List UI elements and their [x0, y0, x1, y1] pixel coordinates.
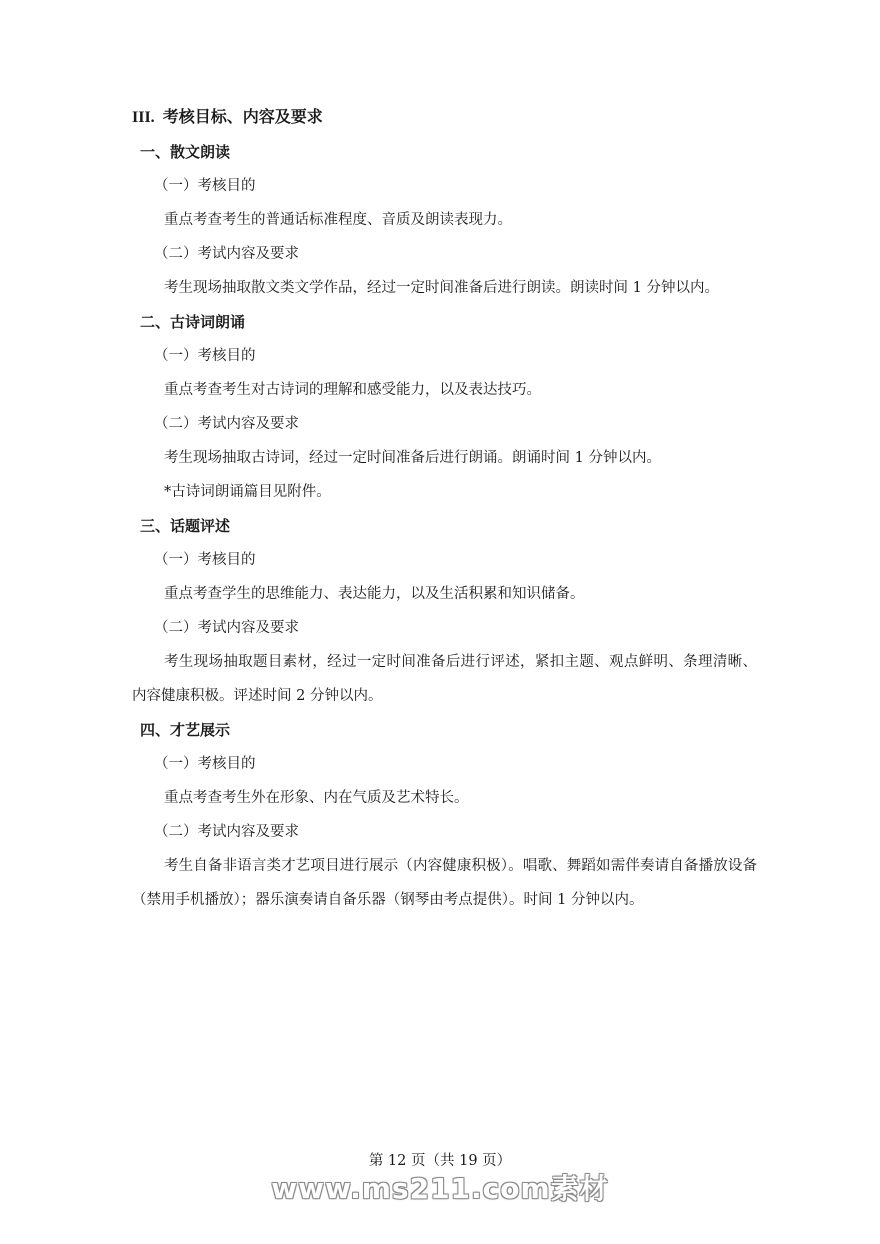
- sub-heading-goal: （一）考核目的: [154, 348, 256, 364]
- sub-heading-content: （二）考试内容及要求: [154, 416, 299, 432]
- goal-text: 重点考查考生对古诗词的理解和感受能力，以及表达技巧。: [164, 382, 541, 398]
- sub-heading-goal: （一）考核目的: [154, 552, 256, 568]
- main-heading-numeral: III.: [132, 109, 155, 126]
- sub-heading-content: （二）考试内容及要求: [154, 620, 299, 636]
- section-heading-prose-reading: 一、散文朗读: [140, 143, 231, 161]
- goal-text: 重点考查学生的思维能力、表达能力，以及生活积累和知识储备。: [164, 586, 585, 602]
- page-number-footer: 第 12 页（共 19 页）: [368, 1153, 512, 1169]
- section-heading-talent-show: 四、才艺展示: [140, 721, 231, 739]
- sub-heading-content: （二）考试内容及要求: [154, 824, 299, 840]
- goal-text: 重点考查考生外在形象、内在气质及艺术特长。: [164, 790, 469, 806]
- goal-text: 重点考查考生的普通话标准程度、音质及朗读表现力。: [164, 212, 512, 228]
- document-content: [132, 106, 757, 923]
- content-text: 考生现场抽取散文类文学作品，经过一定时间准备后进行朗读。朗读时间 1 分钟以内。: [164, 280, 719, 296]
- sub-heading-content: （二）考试内容及要求: [154, 246, 299, 262]
- main-heading: [132, 106, 757, 129]
- sub-heading-goal: （一）考核目的: [154, 756, 256, 772]
- content-text: 考生自备非语言类才艺项目进行展示（内容健康积极）。唱歌、舞蹈如需伴奏请自备播放设备（禁用手机播放）；器乐演奏请自备乐器（钢琴由考点提供）。时间 1 分钟以内。: [132, 858, 757, 908]
- poetry-appendix-note: *古诗词朗诵篇目见附件。: [164, 484, 331, 500]
- section-heading-poetry-recitation: 二、古诗词朗诵: [140, 313, 246, 331]
- sub-heading-goal: （一）考核目的: [154, 178, 256, 194]
- section-heading-topic-commentary: 三、话题评述: [140, 517, 231, 535]
- main-heading-title: 考核目标、内容及要求: [162, 107, 323, 126]
- content-text: 考生现场抽取古诗词，经过一定时间准备后进行朗诵。朗诵时间 1 分钟以内。: [164, 450, 661, 466]
- content-text: 考生现场抽取题目素材，经过一定时间准备后进行评述，紧扣主题、观点鲜明、条理清晰、内容健康积极。评述时间 2 分钟以内。: [132, 654, 757, 704]
- site-watermark: www.ms211.com素材: [271, 1172, 609, 1205]
